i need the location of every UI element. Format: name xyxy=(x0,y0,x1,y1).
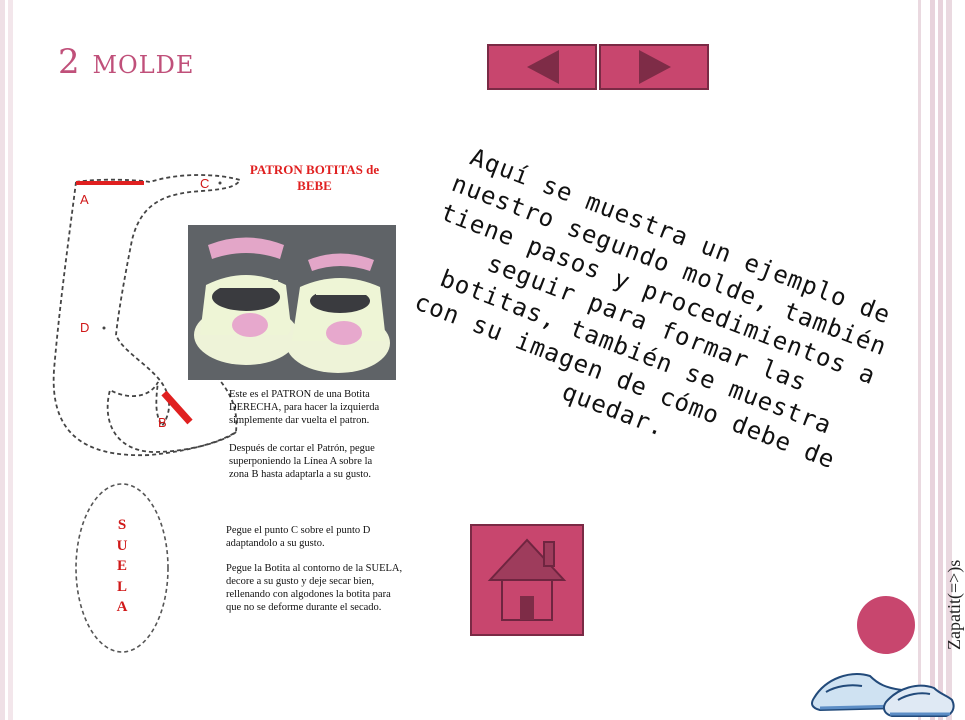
pattern-note-2: Después de cortar el Patrón, pegue superponiendo la Línea A sobre la zona B hasta adaptarla a su gusto. xyxy=(229,443,375,480)
boots-photo xyxy=(188,225,396,380)
left-border-decoration xyxy=(0,0,18,720)
home-button[interactable] xyxy=(470,524,584,636)
footer-brand-text: Zapatit(=>)s xyxy=(944,559,964,650)
pattern-letter-c: C xyxy=(200,176,210,191)
house-icon xyxy=(472,526,582,634)
pattern-letter-a: A xyxy=(80,192,89,207)
previous-button[interactable] xyxy=(487,44,597,90)
pattern-letter-d: D xyxy=(80,320,90,335)
baby-boots-illustration xyxy=(188,225,396,380)
pattern-heading: PATRON BOTITAS de BEBE xyxy=(249,162,380,193)
pattern-note-3: Pegue el punto C sobre el punto D adaptandolo a su gusto. xyxy=(226,525,371,549)
title-number: 2 xyxy=(58,42,81,82)
triangle-left-icon xyxy=(489,46,595,88)
decorative-circle xyxy=(857,596,915,654)
pattern-note-1: Este es el PATRON de una Botita DERECHA, para hacer la izquierda simplemente dar vuelta el patron. xyxy=(229,389,380,426)
triangle-right-icon xyxy=(601,46,707,88)
description-paragraph: Aquí se muestra un ejemplo de nuestro segundo molde, también tiene pasos y procedimientos a seguir para formar las botitas, también se muestra con su imagen de cómo debe de quedar. xyxy=(410,142,895,475)
next-button[interactable] xyxy=(599,44,709,90)
pattern-letter-b: B xyxy=(158,415,167,430)
sneakers-icon xyxy=(806,660,956,720)
pattern-note-4: Pegue la Botita al contorno de la SUELA, decore a su gusto y deje secar bien, rellenando con algodones la botita para que no se deforme durante el secado. xyxy=(226,563,403,613)
suela-label: SUELA xyxy=(116,517,128,615)
title-word: MOLDE xyxy=(92,51,195,79)
slide-title xyxy=(58,42,194,82)
